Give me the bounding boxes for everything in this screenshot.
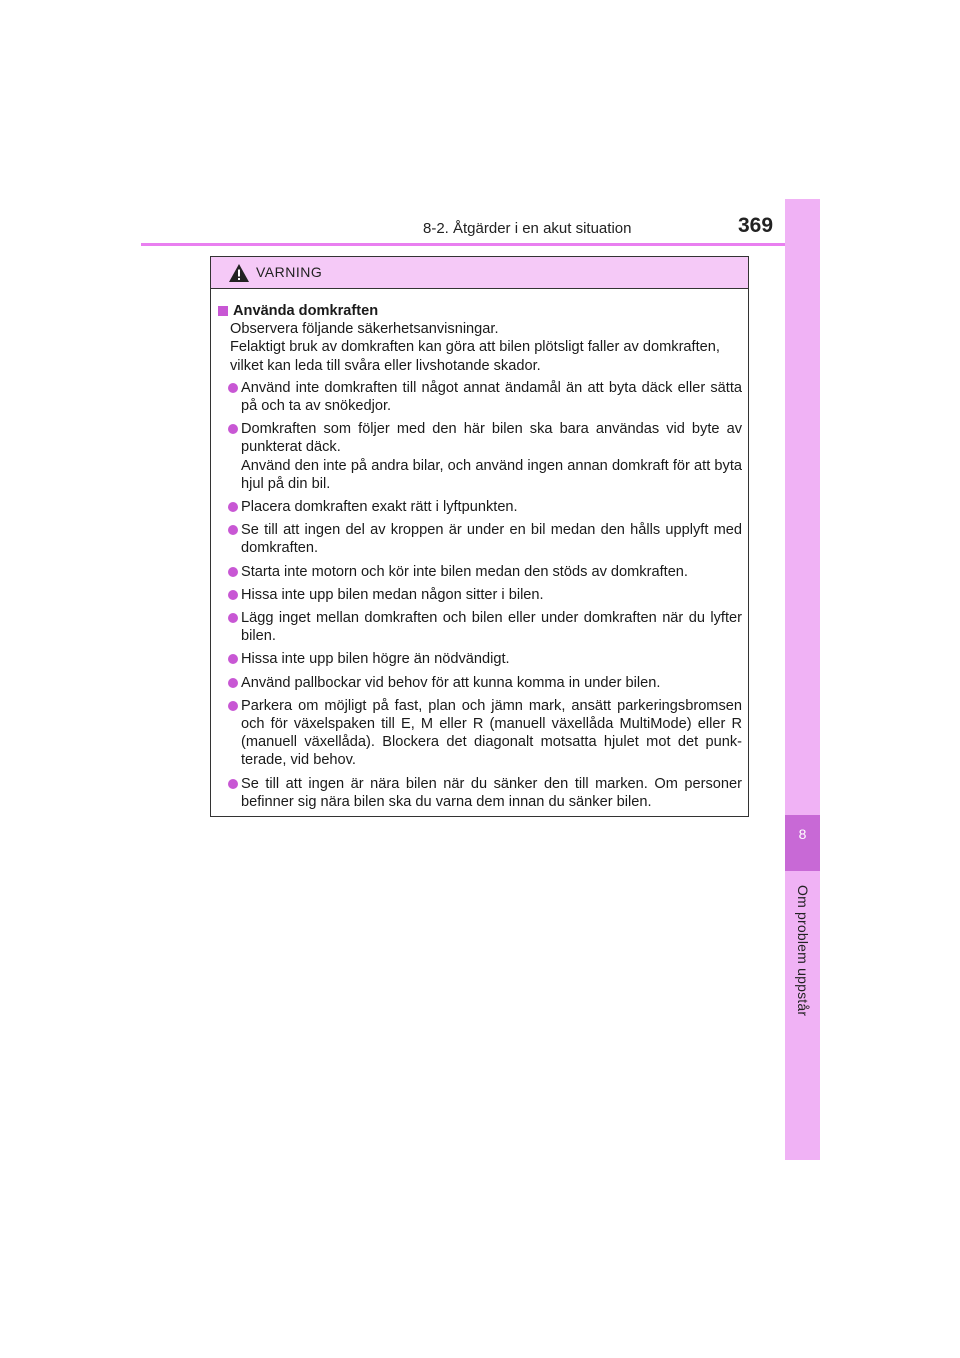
subheading: [218, 302, 742, 320]
list-item: [218, 650, 742, 668]
warning-box: [210, 256, 749, 817]
chapter-number: 8: [798, 826, 807, 842]
list-item-text: Använd inte domkraften till något annat ändamål än att byta däck eller sätta på och ta av snökedjor.: [241, 379, 742, 415]
list-item: [218, 775, 742, 811]
intro-line: Felaktigt bruk av domkraften kan göra att bilen plötsligt faller av domkraften, vilket kan leda till svåra eller livshotande skador.: [230, 339, 720, 374]
bullet-dot-icon: [228, 502, 238, 512]
intro-text: [230, 320, 742, 375]
warning-body: [211, 289, 748, 811]
section-title: 8-2. Åtgärder i en akut situation: [423, 220, 632, 237]
list-item-text: Se till att ingen del av kroppen är under en bil medan den hålls upplyft med domkraften.: [241, 522, 742, 557]
bullet-dot-icon: [228, 678, 238, 688]
bullet-dot-icon: [228, 654, 238, 664]
bullet-dot-icon: [228, 590, 238, 600]
list-item-text: Se till att ingen är nära bilen när du sänker den till marken. Om personer befinner sig nära bilen ska du varna dem innan du sänker bilen.: [241, 775, 742, 810]
intro-line: Observera följande säkerhetsanvisningar.: [230, 321, 499, 338]
chapter-number-box: [785, 815, 820, 871]
list-item-text: Placera domkraften exakt rätt i lyftpunkten.: [241, 499, 518, 516]
bullet-dot-icon: [228, 779, 238, 789]
bullet-dot-icon: [228, 613, 238, 623]
list-item-text: Hissa inte upp bilen medan någon sitter i bilen.: [241, 586, 544, 603]
bullet-dot-icon: [228, 567, 238, 577]
square-bullet-icon: [218, 306, 228, 316]
list-item: [218, 586, 742, 604]
header-rule: [141, 243, 820, 246]
bullet-dot-icon: [228, 424, 238, 434]
page-number: 369: [738, 214, 774, 237]
list-item-text: Lägg inget mellan domkraften och bilen eller under domkraften när du lyfter bilen.: [241, 610, 742, 645]
bullet-list: [218, 379, 742, 811]
bullet-dot-icon: [228, 525, 238, 535]
list-item-text: Använd den inte på andra bilar, och använd ingen annan domkraft för att byta hjul på din bil.: [241, 457, 742, 492]
bullet-dot-icon: [228, 701, 238, 711]
list-item-text: Använd pallbockar vid behov för att kunna komma in under bilen.: [241, 674, 661, 691]
list-item: [218, 674, 742, 692]
bullet-dot-icon: [228, 383, 238, 393]
list-item: [218, 420, 742, 493]
list-item-text: Hissa inte upp bilen högre än nödvändigt.: [241, 651, 510, 668]
subheading-text: Använda domkraften: [233, 303, 379, 319]
warning-triangle-icon: [228, 263, 250, 283]
warning-header: [211, 257, 748, 289]
list-item-text: Domkraften som följer med den här bilen ska bara användas vid byte av punkterat däck.: [241, 421, 742, 456]
list-item: [218, 697, 742, 770]
list-item-text: Starta inte motorn och kör inte bilen medan den stöds av domkraften.: [241, 563, 688, 580]
list-item: [218, 609, 742, 645]
list-item: [218, 521, 742, 557]
chapter-title: Om problem uppstår: [795, 885, 811, 1017]
list-item: [218, 379, 742, 415]
list-item-text: Parkera om möjligt på fast, plan och jämn mark, ansätt parkeringsbromsen och för växelspaken till E, M eller R (manuell växellåda MultiMode) eller R (manuell växellåda). Blockera det diagonalt motsatta hjulet mot det punk-terade, vid behov.: [241, 697, 742, 769]
list-item: [218, 498, 742, 516]
list-item: [218, 563, 742, 581]
warning-label: VARNING: [256, 264, 323, 280]
